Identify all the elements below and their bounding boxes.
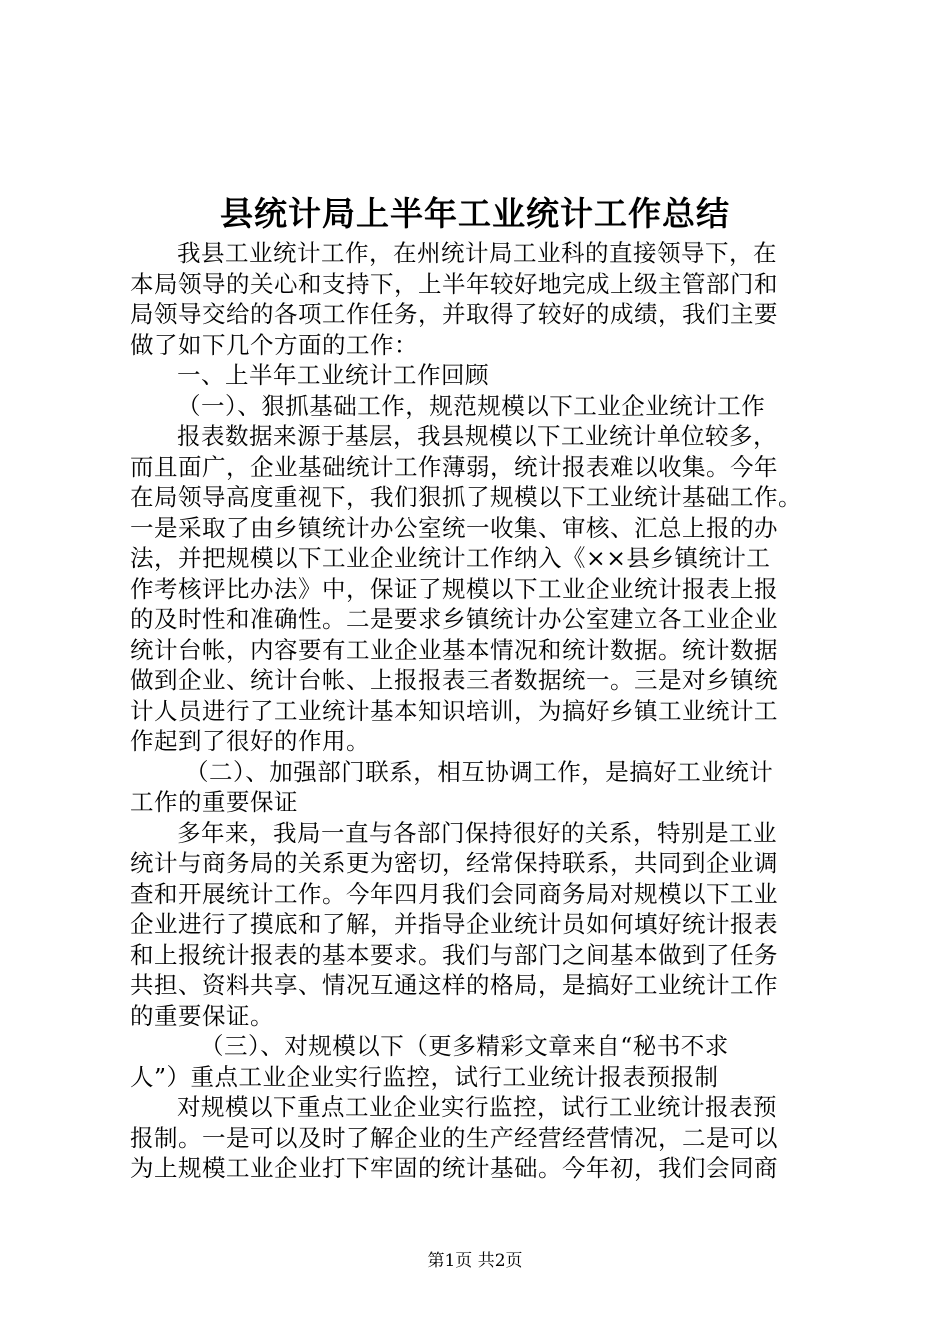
body-line: 局领导交给的各项工作任务，并取得了较好的成绩，我们主要 [130, 300, 778, 328]
body-line: 对规模以下重点工业企业实行监控，试行工业统计报表预 [177, 1093, 777, 1121]
body-line: 统计台帐，内容要有工业企业基本情况和统计数据。统计数据 [130, 635, 778, 664]
subsection-heading: （一）、狠抓基础工作，规范规模以下工业企业统计工作 [177, 391, 766, 420]
document-title: 县统计局上半年工业统计工作总结 [220, 194, 730, 233]
body-line: 共担、资料共享、情况互通这样的格局，是搞好工业统计工作 [130, 971, 778, 999]
body-line: 作考核评比办法》中，保证了规模以下工业企业统计报表上报 [130, 574, 778, 603]
body-line: 而且面广，企业基础统计工作薄弱，统计报表难以收集。今年 [130, 452, 778, 481]
body-line: 为上规模工业企业打下牢固的统计基础。今年初，我们会同商 [130, 1154, 778, 1182]
subsection-heading: （三）、对规模以下（更多精彩文章来自“秘书不求 [200, 1032, 729, 1060]
body-line: 法，并把规模以下工业企业统计工作纳入《××县乡镇统计工 [130, 544, 771, 572]
subsection-heading: 人”）重点工业企业实行监控，试行工业统计报表预报制 [130, 1062, 719, 1091]
subsection-heading: 工作的重要保证 [130, 788, 298, 816]
body-line: 企业进行了摸底和了解，并指导企业统计员如何填好统计报表 [130, 910, 778, 938]
section-heading: 一、上半年工业统计工作回顾 [177, 361, 489, 389]
body-line: 计人员进行了工业统计基本知识培训，为搞好乡镇工业统计工 [130, 696, 778, 725]
body-line: 本局领导的关心和支持下，上半年较好地完成上级主管部门和 [130, 269, 778, 298]
body-line: 多年来，我局一直与各部门保持很好的关系，特别是工业 [177, 818, 777, 847]
body-line: 在局领导高度重视下，我们狠抓了规模以下工业统计基础工作。 [130, 483, 802, 511]
body-line: 和上报统计报表的基本要求。我们与部门之间基本做到了任务 [130, 940, 778, 969]
body-line: 报制。一是可以及时了解企业的生产经营经营情况，二是可以 [130, 1123, 778, 1152]
body-line: 做到企业、统计台帐、上报报表三者数据统一。三是对乡镇统 [130, 666, 778, 694]
body-line: 查和开展统计工作。今年四月我们会同商务局对规模以下工业 [130, 879, 778, 908]
body-line: 作起到了很好的作用。 [130, 727, 370, 755]
body-line: 一是采取了由乡镇统计办公室统一收集、审核、汇总上报的办 [130, 513, 778, 542]
body-line: 的及时性和准确性。二是要求乡镇统计办公室建立各工业企业 [130, 605, 778, 633]
body-line: 统计与商务局的关系更为密切，经常保持联系，共同到企业调 [130, 849, 778, 877]
body-line: 我县工业统计工作，在州统计局工业科的直接领导下，在 [177, 239, 777, 267]
document-body [130, 238, 830, 1184]
body-line: 报表数据来源于基层，我县规模以下工业统计单位较多， [177, 422, 777, 450]
body-line: 的重要保证。 [130, 1001, 274, 1030]
subsection-heading: （二）、加强部门联系，相互协调工作，是搞好工业统计 [185, 757, 774, 786]
body-line: 做了如下几个方面的工作： [130, 330, 418, 359]
page-footer: 第1页 共2页 [427, 1251, 523, 1271]
